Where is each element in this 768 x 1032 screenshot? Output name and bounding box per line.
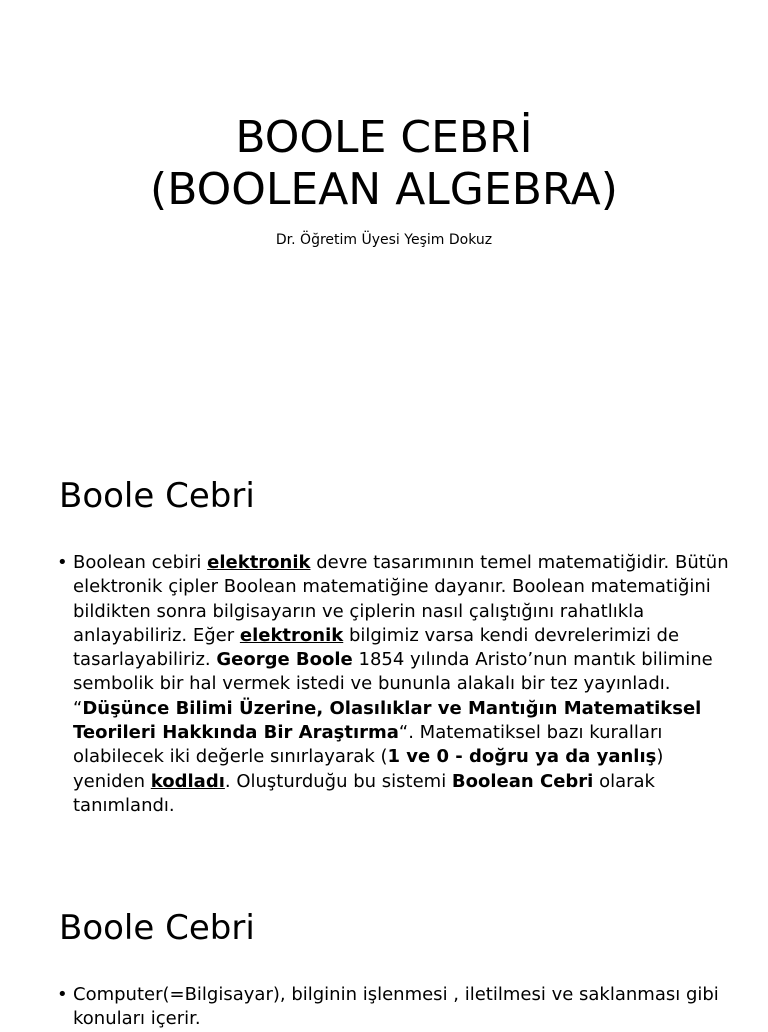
- slide3-paragraph: Computer(=Bilgisayar), bilginin işlenmesi , iletilmesi ve saklanması gibi konuları içerir.: [73, 984, 719, 1030]
- bullet-icon: •: [57, 984, 68, 1005]
- paragraph-run: devre tasarımının temel matematiğidir. Bütün elektronik çipler Boolean matematiğine dayanır. Boolean matematiğini bildikten sonra bilgisayarın ve çiplerin nasıl çalıştığını rahatlıkla anlayabiliriz. Eğer: [73, 552, 729, 646]
- paragraph-run: Boolean cebiri: [73, 552, 208, 573]
- slide2-bullet: [57, 551, 733, 818]
- paragraph-run: Boolean Cebri: [451, 770, 594, 792]
- paragraph-run: George Boole: [216, 649, 353, 671]
- slide3-bullet: [57, 983, 733, 1032]
- paragraph-run: olarak tanımlandı.: [73, 770, 655, 816]
- title-slide: [0, 0, 768, 432]
- author-subtitle: Dr. Öğretim Üyesi Yeşim Dokuz: [275, 232, 493, 248]
- title-line-1: BOOLE CEBRİ: [235, 112, 533, 163]
- paragraph-run: “. Matematiksel bazı kuralları olabilecek iki değerle sınırlayarak (: [73, 722, 663, 768]
- paragraph-run: 1854 yılında Aristo’nun mantık bilimine sembolik bir hal vermek istedi ve bununla alakalı bir tez yayınladı. “: [73, 649, 713, 719]
- paragraph-run: Düşünce Bilimi Üzerine, Olasılıklar ve Mantığın Matematiksel Teorileri Hakkında Bir Araştırma: [73, 697, 702, 744]
- paragraph-run: ) yeniden: [73, 746, 664, 792]
- presentation-title: [0, 112, 768, 216]
- slide2-paragraph: [73, 552, 729, 816]
- title-line-2: (BOOLEAN ALGEBRA): [150, 164, 618, 215]
- paragraph-run: . Oluşturduğu bu sistemi: [224, 770, 452, 792]
- paragraph-run: elektronik: [239, 624, 344, 646]
- paragraph-run: kodladı: [150, 770, 225, 792]
- bullet-icon: •: [57, 552, 68, 573]
- slide2-heading: Boole Cebri: [59, 476, 255, 516]
- slide3-heading: Boole Cebri: [59, 908, 255, 948]
- paragraph-run: 1 ve 0 - doğru ya da yanlış: [387, 746, 657, 768]
- paragraph-run: bilgimiz varsa kendi devrelerimizi de tasarlayabiliriz.: [73, 624, 680, 671]
- paragraph-run: elektronik: [207, 552, 311, 573]
